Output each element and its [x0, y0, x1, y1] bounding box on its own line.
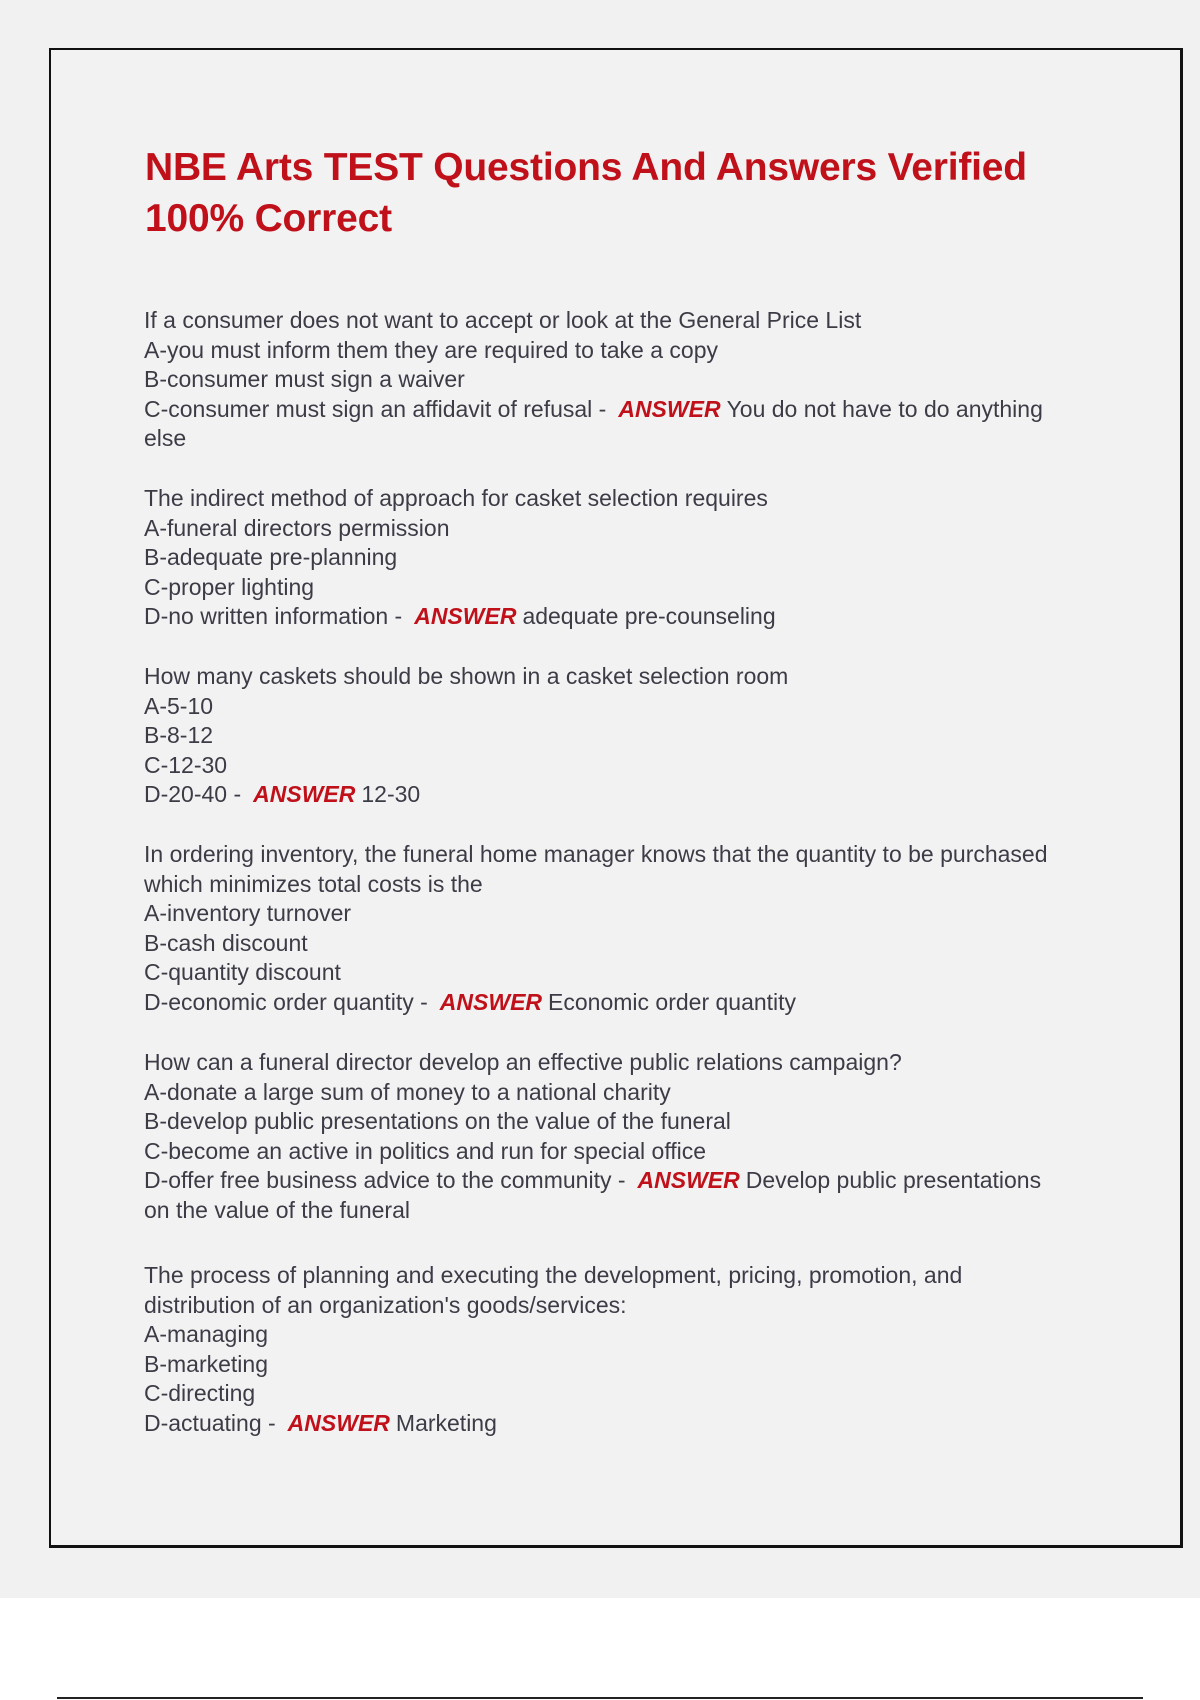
question-text: If a consumer does not want to accept or look at the General Price List	[144, 307, 862, 333]
option-a: A-managing	[144, 1321, 269, 1347]
answer-label: ANSWER	[439, 988, 543, 1015]
option-b: B-cash discount	[144, 929, 308, 956]
option-c: C-quantity discount	[144, 959, 341, 985]
option-c: C-become an active in politics and run for special office	[144, 1137, 707, 1164]
answer-label: ANSWER	[287, 1409, 390, 1436]
answer-text: Economic order quantity	[548, 988, 797, 1015]
answer-text: adequate pre-counseling	[522, 603, 776, 629]
option-b: B-develop public presentations on the value of the funeral	[144, 1108, 731, 1134]
final-option-with-answer	[144, 1409, 1064, 1439]
question-text: The process of planning and executing the development, pricing, promotion, and distribution of an organization's goods/services:	[144, 1262, 963, 1318]
footer-divider	[57, 1697, 1143, 1699]
option-b: B-8-12	[144, 722, 214, 748]
question-block-6	[144, 1261, 1064, 1438]
final-option-with-answer	[144, 602, 1064, 632]
answer-text: Develop public presentations on the value of the funeral	[144, 1167, 1042, 1223]
question-block-4	[144, 840, 1064, 1017]
question-block-1	[144, 306, 1064, 454]
final-option-with-answer	[144, 988, 1064, 1018]
option-c: C-12-30	[144, 751, 228, 778]
question-block-2	[144, 484, 1064, 632]
option-b: B-adequate pre-planning	[144, 544, 398, 570]
question-block-3	[144, 662, 1064, 810]
question-text: How can a funeral director develop an effective public relations campaign?	[144, 1049, 902, 1075]
answer-text: 12-30	[361, 781, 421, 807]
option-a: A-funeral directors permission	[144, 514, 450, 541]
answer-text: Marketing	[395, 1409, 497, 1436]
option-d: D-actuating -	[144, 1409, 276, 1436]
option-c: C-proper lighting	[144, 573, 315, 600]
final-option-with-answer	[144, 780, 1064, 810]
answer-label: ANSWER	[414, 603, 517, 629]
document-title: NBE Arts TEST Questions And Answers Verified 100% Correct	[145, 146, 1027, 240]
option-b: B-marketing	[144, 1350, 268, 1377]
option-a: A-5-10	[144, 692, 214, 719]
answer-text: You do not have to do anything else	[144, 395, 1043, 451]
option-c: C-directing	[144, 1380, 256, 1406]
question-text: The indirect method of approach for casket selection requires	[144, 485, 768, 511]
option-d: D-economic order quantity -	[144, 988, 428, 1015]
final-option-with-answer	[144, 1166, 1064, 1225]
question-text: How many caskets should be shown in a casket selection room	[144, 663, 789, 689]
option-a: A-donate a large sum of money to a national charity	[144, 1078, 671, 1105]
answer-label: ANSWER	[618, 395, 721, 422]
answer-label: ANSWER	[637, 1167, 740, 1193]
final-option-with-answer	[144, 395, 1064, 454]
option-c: C-consumer must sign an affidavit of refusal -	[144, 395, 607, 422]
option-a: A-inventory turnover	[144, 900, 352, 926]
question-text: In ordering inventory, the funeral home manager knows that the quantity to be purchased which minimizes total costs is the	[144, 841, 1048, 897]
option-a: A-you must inform them they are required to take a copy	[144, 336, 718, 363]
option-d: D-20-40 -	[144, 781, 242, 807]
answer-label: ANSWER	[253, 781, 356, 807]
option-b: B-consumer must sign a waiver	[144, 366, 465, 392]
option-d: D-no written information -	[144, 603, 403, 629]
option-d: D-offer free business advice to the community -	[144, 1167, 626, 1193]
question-block-5	[144, 1048, 1064, 1225]
